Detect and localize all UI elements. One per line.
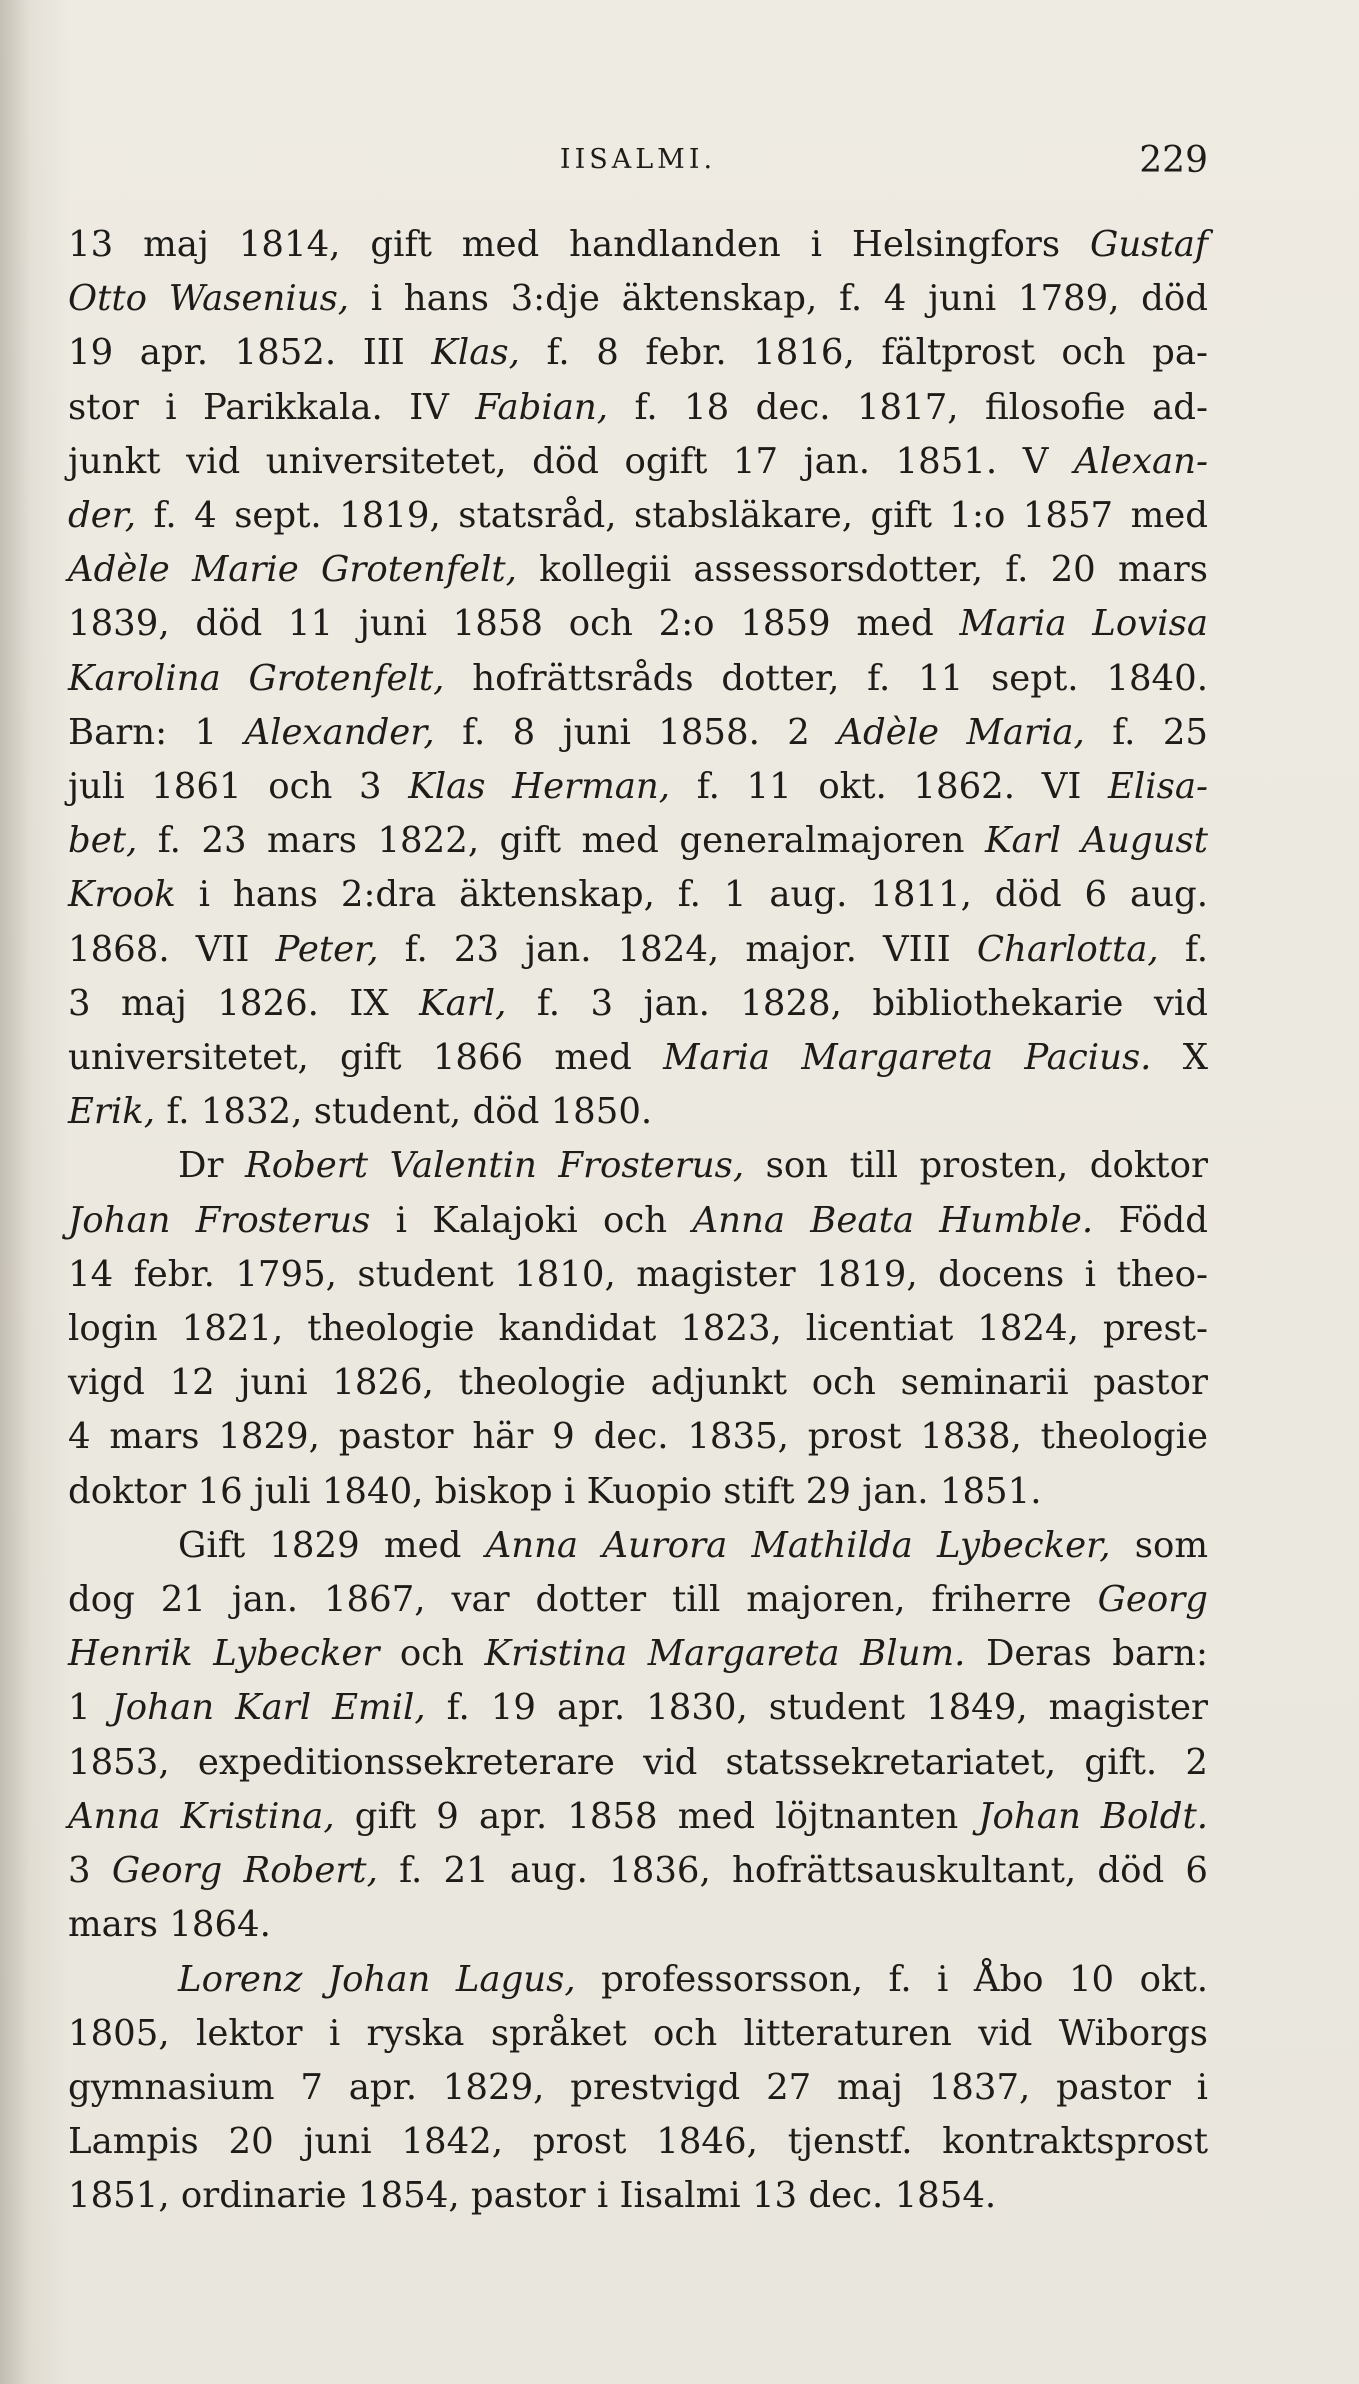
italic-name: Johan Frosterus	[68, 1199, 371, 1241]
italic-name: Henrik Lybecker	[68, 1633, 380, 1675]
text-line	[68, 1790, 1208, 1844]
italic-name: Karl,	[419, 982, 507, 1024]
text-line	[68, 1302, 1208, 1356]
text-run: 4 mars 1829, pastor här 9 dec. 1835, prost 1838, theologie	[68, 1416, 1208, 1458]
italic-name: Alexander,	[244, 711, 435, 753]
italic-name: Adèle Marie Grotenfelt,	[68, 549, 517, 591]
text-run: 3 maj 1826. IX	[68, 982, 420, 1024]
italic-name: Alexan-	[1073, 440, 1208, 482]
italic-name: Karl August	[984, 820, 1208, 862]
text-run: mars 1864.	[68, 1904, 271, 1946]
text-run: gymnasium 7 apr. 1829, prestvigd 27 maj 1837, pastor i	[68, 2066, 1208, 2108]
text-run: och	[379, 1633, 485, 1675]
text-run: Barn: 1	[68, 711, 245, 753]
text-line	[68, 1898, 1208, 1952]
italic-name: Anna Beata Humble.	[692, 1199, 1094, 1241]
text-line	[68, 977, 1208, 1031]
text-line	[68, 1627, 1208, 1681]
text-line	[68, 2169, 1208, 2223]
text-line	[68, 652, 1208, 706]
text-run: f. 11 okt. 1862. VI	[670, 766, 1109, 808]
text-run: kollegii assessorsdotter, f. 20 mars	[516, 549, 1208, 591]
italic-name: Erik,	[68, 1091, 156, 1133]
text-run: som	[1110, 1524, 1208, 1566]
italic-name: Johan Karl Emil,	[111, 1687, 426, 1729]
italic-name: bet,	[68, 820, 138, 862]
text-run: Född	[1093, 1199, 1208, 1241]
italic-name: Charlotta,	[976, 928, 1159, 970]
text-line	[68, 1031, 1208, 1085]
text-run: universitetet, gift 1866 med	[68, 1037, 664, 1079]
text-run: f.	[1158, 928, 1208, 970]
text-line	[68, 760, 1208, 814]
text-line	[68, 1953, 1208, 2007]
body-text	[68, 218, 1208, 2224]
text-run: f. 8 juni 1858. 2	[434, 711, 838, 753]
text-run: f. 8 febr. 1816, fältprost och pa-	[519, 332, 1208, 374]
text-run: 1868. VII	[68, 928, 276, 970]
text-line	[68, 2007, 1208, 2061]
text-line	[68, 597, 1208, 651]
text-line	[68, 435, 1208, 489]
text-run: 1853, expeditionssekreterare vid statssekretariatet, gift. 2	[68, 1741, 1208, 1783]
text-line	[68, 1681, 1208, 1735]
text-line	[68, 1519, 1208, 1573]
text-run: doktor 16 juli 1840, biskop i Kuopio stift 29 jan. 1851.	[68, 1470, 1042, 1512]
italic-name: Klas Herman,	[408, 766, 671, 808]
text-line	[68, 1410, 1208, 1464]
paragraph-robert-frosterus	[68, 1139, 1208, 1518]
text-run: f. 25	[1084, 711, 1209, 753]
italic-name: Robert Valentin Frosterus,	[244, 1145, 745, 1187]
text-line	[68, 706, 1208, 760]
text-run: X	[1151, 1037, 1208, 1079]
italic-name: Anna Aurora Mathilda Lybecker,	[485, 1524, 1111, 1566]
text-line	[68, 1139, 1208, 1193]
italic-name: der,	[68, 495, 137, 537]
text-run: juli 1861 och 3	[68, 766, 409, 808]
paragraph-wasenius-family	[68, 218, 1208, 1139]
text-run: f. 19 apr. 1830, student 1849, magister	[425, 1687, 1208, 1729]
italic-name: Adèle Maria,	[837, 711, 1085, 753]
italic-name: Maria Lovisa	[959, 603, 1208, 645]
italic-name: Gustaf	[1089, 224, 1208, 265]
italic-name: Kristina Margareta Blum.	[484, 1633, 966, 1675]
text-run: i hans 2:dra äktenskap, f. 1 aug. 1811, död 6 aug.	[175, 874, 1208, 916]
italic-name: Peter,	[275, 928, 379, 970]
text-run: 19 apr. 1852. III	[68, 332, 432, 374]
text-run: hofrättsråds dotter, f. 11 sept. 1840.	[444, 657, 1208, 699]
italic-name: Maria Margareta Pacius.	[663, 1037, 1152, 1079]
text-line	[68, 543, 1208, 597]
text-run: 1	[68, 1687, 112, 1729]
text-run: son till prosten, doktor	[744, 1145, 1208, 1187]
text-line	[68, 1085, 1208, 1139]
text-run: f. 4 sept. 1819, statsråd, stabsläkare, gift 1:o 1857 med	[136, 495, 1208, 537]
page-number: 229	[1139, 140, 1208, 181]
text-line	[68, 1248, 1208, 1302]
text-run: f. 1832, student, död 1850.	[155, 1091, 653, 1133]
text-run: junkt vid universitetet, död ogift 17 jan. 1851. V	[68, 440, 1074, 482]
italic-name: Georg	[1097, 1579, 1208, 1621]
text-line	[68, 1356, 1208, 1410]
italic-name: Anna Kristina,	[68, 1795, 335, 1837]
text-line	[68, 2061, 1208, 2115]
text-run: i Kalajoki och	[370, 1199, 693, 1241]
text-run: f. 23 jan. 1824, major. VIII	[378, 928, 977, 970]
italic-name: Karolina Grotenfelt,	[68, 657, 445, 699]
text-run: vigd 12 juni 1826, theologie adjunkt och seminarii pastor	[68, 1362, 1208, 1404]
text-line	[68, 326, 1208, 380]
text-line	[68, 1736, 1208, 1790]
text-line	[68, 1844, 1208, 1898]
text-run: i hans 3:dje äktenskap, f. 4 juni 1789, död	[349, 278, 1208, 320]
italic-name: Elisa-	[1108, 766, 1209, 808]
text-line	[68, 1194, 1208, 1248]
text-line	[68, 489, 1208, 543]
italic-name: Fabian,	[475, 386, 609, 428]
text-line	[68, 1573, 1208, 1627]
text-run: f. 3 jan. 1828, bibliothekarie vid	[506, 982, 1208, 1024]
text-run: Deras barn:	[965, 1633, 1208, 1675]
text-run: f. 18 dec. 1817, filosofie ad-	[608, 386, 1208, 428]
text-run: 1839, död 11 juni 1858 och 2:o 1859 med	[68, 603, 960, 645]
text-run: gift 9 apr. 1858 med löjtnanten	[334, 1795, 979, 1837]
text-run: f. 21 aug. 1836, hofrättsauskultant, död 6	[377, 1850, 1208, 1892]
text-run: 13 maj 1814, gift med handlanden i Helsingfors	[68, 224, 1090, 265]
text-run: 3	[68, 1850, 112, 1892]
paragraph-marriage-children	[68, 1519, 1208, 1953]
text-line	[68, 868, 1208, 922]
text-line	[68, 1465, 1208, 1519]
italic-name: Johan Boldt.	[978, 1795, 1209, 1837]
text-run: dog 21 jan. 1867, var dotter till majoren, friherre	[68, 1579, 1098, 1621]
text-line	[68, 814, 1208, 868]
text-run: f. 23 mars 1822, gift med generalmajoren	[137, 820, 985, 862]
italic-name: Lorenz Johan Lagus,	[178, 1958, 576, 2000]
text-run: professorsson, f. i Åbo 10 okt.	[575, 1958, 1209, 2000]
running-title: IISALMI.	[559, 144, 717, 175]
text-run: 14 febr. 1795, student 1810, magister 1819, docens i theo-	[68, 1253, 1208, 1295]
text-run: Lampis 20 juni 1842, prost 1846, tjenstf. kontraktsprost	[68, 2121, 1208, 2163]
italic-name: Georg Robert,	[111, 1850, 378, 1892]
text-line	[68, 923, 1208, 977]
italic-name: Krook	[68, 874, 176, 916]
text-run: Gift 1829 med	[178, 1524, 486, 1566]
italic-name: Otto Wasenius,	[68, 278, 350, 320]
text-line	[68, 381, 1208, 435]
text-run: 1805, lektor i ryska språket och litteraturen vid Wiborgs	[68, 2012, 1208, 2054]
page-header	[68, 140, 1208, 190]
text-run: login 1821, theologie kandidat 1823, licentiat 1824, prest-	[68, 1308, 1208, 1350]
text-line	[68, 2115, 1208, 2169]
text-line	[68, 218, 1208, 272]
text-run: Dr	[178, 1145, 245, 1187]
text-run: stor i Parikkala. IV	[68, 386, 476, 428]
italic-name: Klas,	[431, 332, 520, 374]
text-line	[68, 272, 1208, 326]
text-run: 1851, ordinarie 1854, pastor i Iisalmi 13 dec. 1854.	[68, 2175, 997, 2217]
paragraph-lorenz-lagus	[68, 1953, 1208, 2224]
